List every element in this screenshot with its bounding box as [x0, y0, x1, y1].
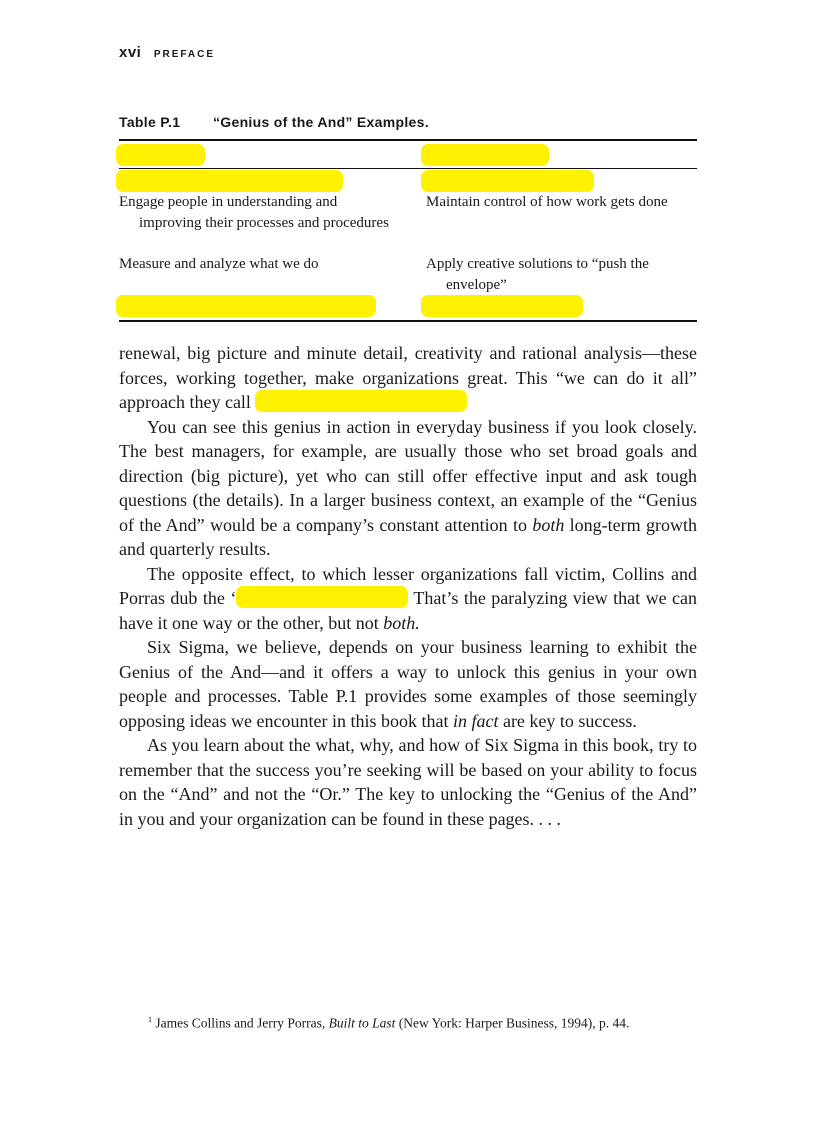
running-header — [119, 44, 215, 62]
page-number: xvi — [119, 44, 142, 61]
table-caption — [119, 114, 429, 130]
redacted-highlight — [421, 144, 549, 166]
table-bottom-rule — [119, 320, 697, 322]
table-cell: Engage people in understanding and improving their processes and procedures — [119, 194, 389, 231]
table-cell: Measure and analyze what we do — [119, 256, 319, 272]
redacted-highlight — [116, 295, 376, 317]
paragraph: As you learn about the what, why, and how of Six Sigma in this book, try to remember that the success you’re seeking will be based on your ability to focus on the “And” and not the “Or.” The key to unlocking the “Genius of the And” in you and your organization can be found in these pages. . . . — [119, 735, 697, 829]
footnote: $^1$ James Collins and Jerry Porras, Built to Last (New York: Harper Business, 1994), p. 44. — [148, 1015, 630, 1031]
paragraph: The opposite effect, to which lesser organizations fall victim, Collins and Porras dub the ‘ That’s the paralyzing view that we can have it one way or the other, but not both. — [119, 563, 697, 633]
redacted-highlight — [116, 144, 205, 166]
paragraph: renewal, big picture and minute detail, creativity and rational analysis—these forces, working together, make organizations great. This “we can do it all” approach they call — [119, 343, 697, 412]
redacted-highlight — [421, 170, 594, 192]
section-title: PREFACE — [153, 49, 216, 60]
redacted-highlight — [236, 586, 408, 608]
table-title: “Genius of the And” Examples. — [213, 114, 429, 130]
book-title: Built to Last — [328, 1015, 396, 1031]
paragraph: You can see this genius in action in everyday business if you look closely. The best managers, for example, are usually those who set broad goals and direction (big picture), yet who can still offer effective input and ask tough questions (the details). In a larger business context, an example of the “Genius of the And” would be a company’s constant attention to both long-term growth and quarterly results. — [119, 416, 697, 559]
table-label: Table P.1 — [119, 114, 181, 130]
table-top-rule — [119, 139, 697, 141]
table-cell: Maintain control of how work gets done — [426, 194, 668, 210]
paragraph: Six Sigma, we believe, depends on your business learning to exhibit the Genius of the And—and it offers a way to unlock this genius in your own people and processes. Table P.1 provides some examples of those seemingly opposing ideas we encounter in this book that in fact are key to success. — [119, 637, 697, 731]
body-text — [119, 341, 697, 831]
redacted-highlight — [421, 295, 583, 317]
table-cell: Apply creative solutions to “push the envelope” — [426, 256, 649, 293]
redacted-highlight — [116, 170, 343, 192]
redacted-highlight — [255, 390, 467, 412]
table-header-rule — [119, 168, 697, 169]
footnote-number: 1 — [148, 1015, 152, 1024]
